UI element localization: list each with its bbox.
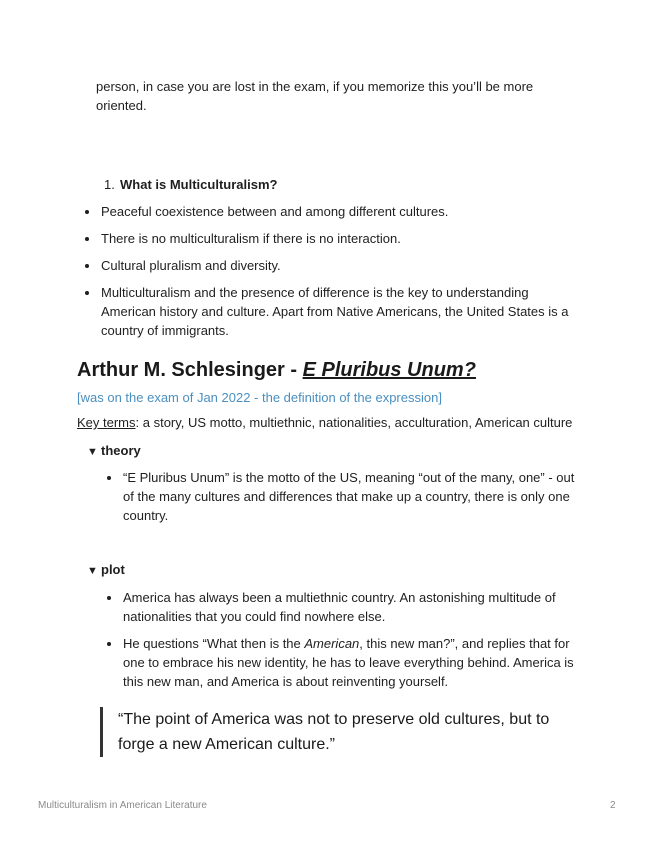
list-item-text: , this new man?”, and replies that for one to embrace his new identity, he has to leave everything behind. America is this new man, and America is about reinventing yourself. — [123, 636, 574, 689]
plot-toggle[interactable] — [87, 562, 125, 577]
list-item: Cultural pluralism and diversity. — [79, 256, 281, 275]
toggle-label: theory — [101, 443, 141, 458]
bullet-list-4 — [79, 283, 579, 340]
intro-paragraph: person, in case you are lost in the exam, if you memorize this you’ll be more oriented. — [96, 79, 534, 113]
key-terms-label: Key terms — [77, 415, 136, 430]
list-item — [101, 634, 579, 691]
plot-list-2 — [101, 634, 579, 691]
key-terms — [77, 415, 572, 430]
emphasis-text: American — [304, 636, 360, 651]
numbered-heading — [104, 177, 277, 192]
list-item: “E Pluribus Unum” is the motto of the US, meaning “out of the many, one” - out of the many cultures and differences that make up a country, there is only one country. — [101, 468, 579, 525]
author-name: Arthur M. Schlesinger - — [77, 359, 303, 381]
triangle-down-icon[interactable]: ▼ — [87, 446, 98, 458]
list-item: There is no multiculturalism if there is no interaction. — [79, 229, 401, 248]
theory-toggle[interactable] — [87, 443, 141, 458]
bullet-list-2 — [79, 229, 401, 248]
page-number: 2 — [610, 800, 616, 811]
block-quote: “The point of America was not to preserve old cultures, but to forge a new American culture.” — [100, 707, 588, 757]
triangle-down-icon[interactable]: ▼ — [87, 565, 98, 577]
list-item: Peaceful coexistence between and among different cultures. — [79, 202, 448, 221]
bullet-list-1 — [79, 202, 448, 221]
list-item-text: He questions “What then is the — [123, 636, 305, 651]
list-item: Multiculturalism and the presence of difference is the key to understanding American history and culture. Apart from Native Americans, the United States is a country of immigrants. — [79, 283, 579, 340]
footer-title: Multiculturalism in American Literature — [38, 800, 207, 811]
numbered-heading-text: What is Multiculturalism? — [120, 177, 278, 192]
exam-note: [was on the exam of Jan 2022 - the definition of the expression] — [77, 390, 442, 405]
key-terms-text: : a story, US motto, multiethnic, nationalities, acculturation, American culture — [135, 415, 573, 430]
work-title: E Pluribus Unum? — [302, 359, 476, 381]
toggle-label: plot — [101, 562, 125, 577]
theory-list — [101, 468, 579, 525]
list-item: America has always been a multiethnic country. An astonishing multitude of nationalities that you could find nowhere else. — [101, 588, 579, 626]
bullet-list-3 — [79, 256, 281, 275]
list-number: 1. — [104, 177, 115, 192]
section-heading — [77, 359, 476, 382]
plot-list-1 — [101, 588, 579, 626]
